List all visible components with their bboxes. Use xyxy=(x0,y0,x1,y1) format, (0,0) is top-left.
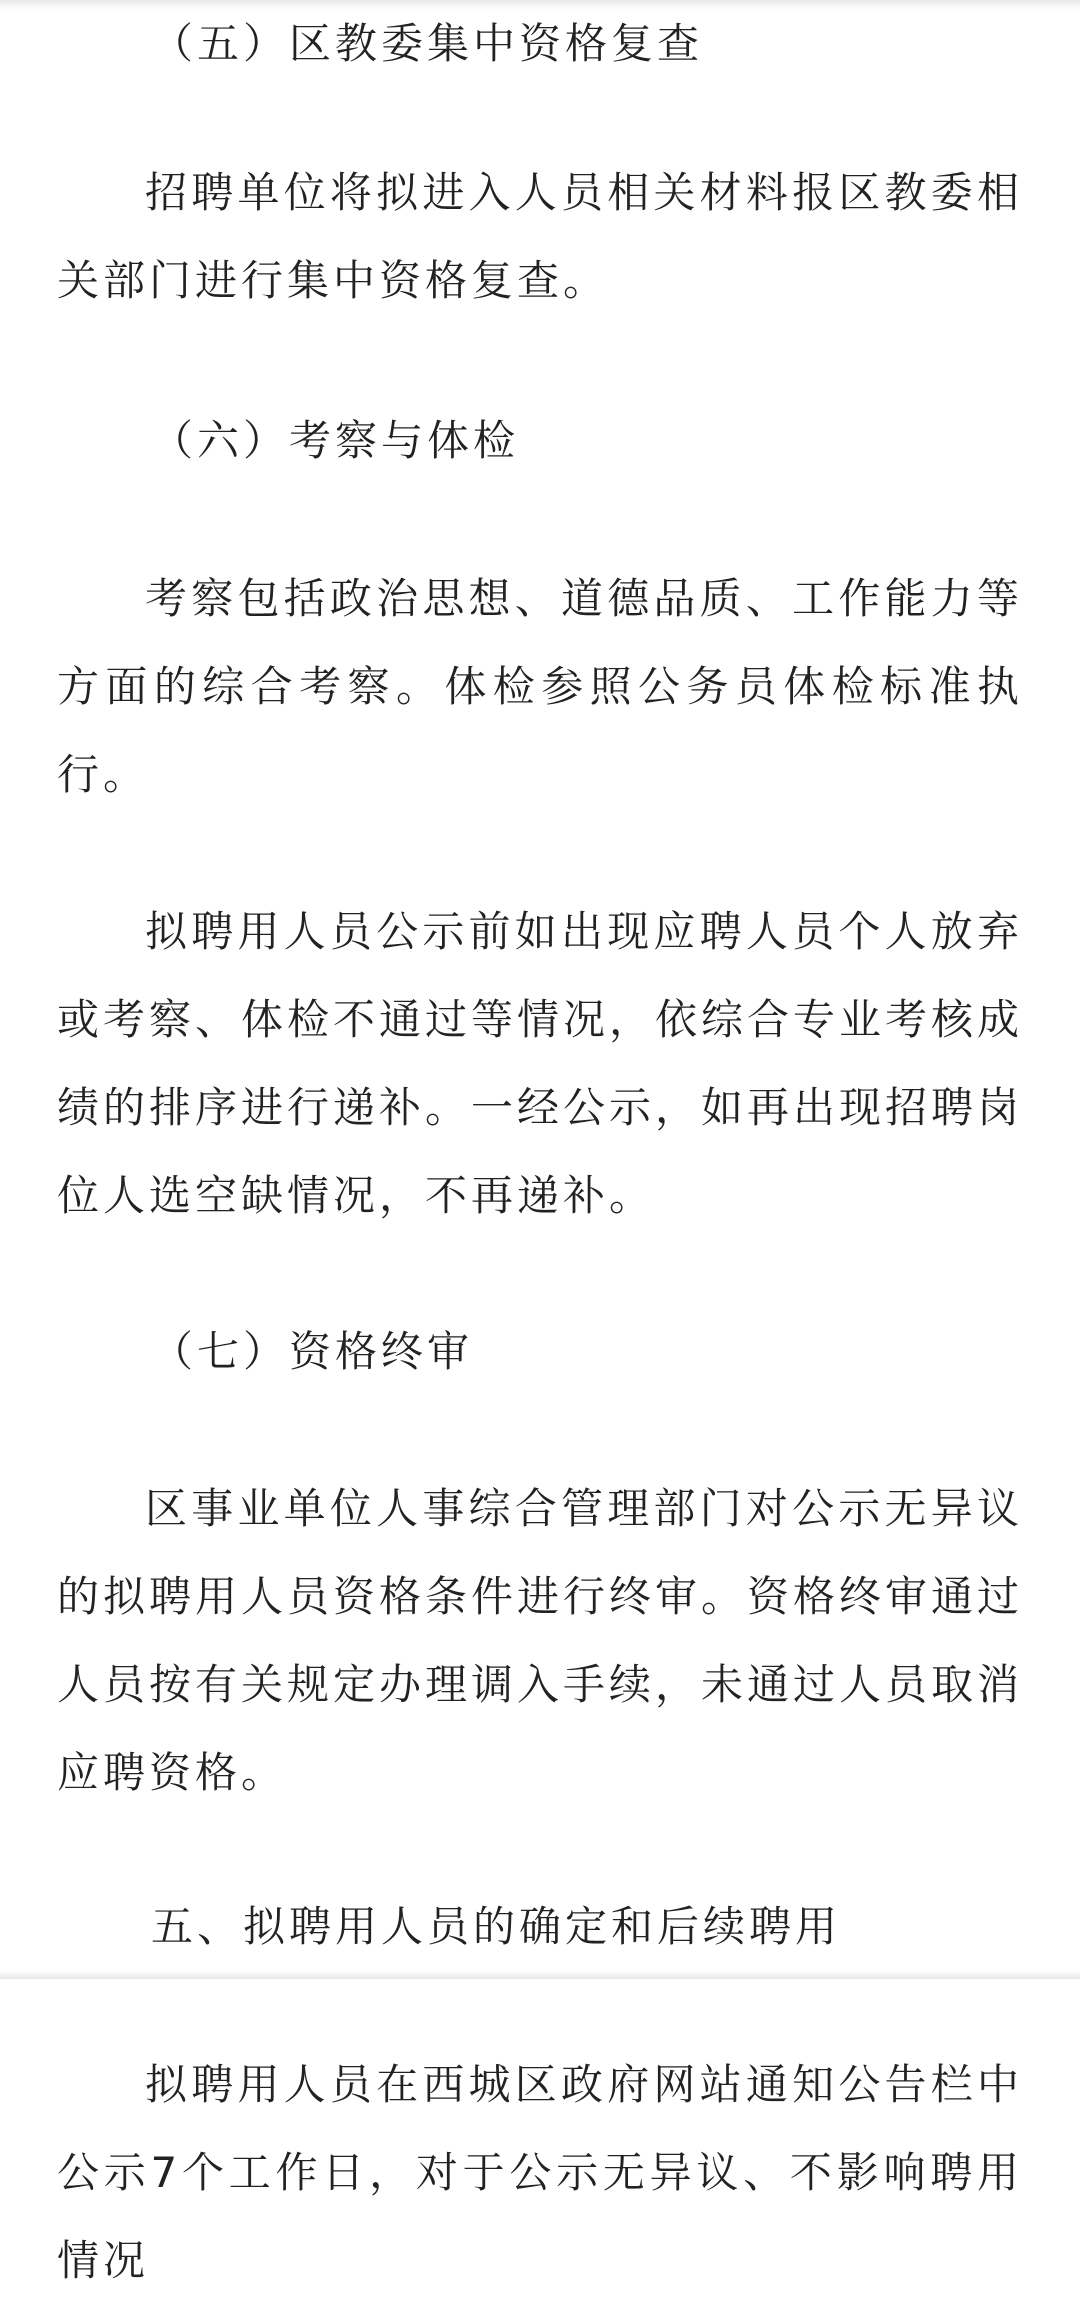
part-heading-5: 五、拟聘用人员的确定和后续聘用 xyxy=(151,1902,842,1951)
section-paragraph-7: 区事业单位人事综合管理部门对公示无异议的拟聘用人员资格条件进行终审。资格终审通过人员按有关规定办理调入手续，未通过人员取消应聘资格。 xyxy=(57,1484,1024,1797)
bottom-edge-shadow xyxy=(0,1971,1080,1979)
section-heading-6: （六）考察与体检 xyxy=(151,416,520,465)
part-paragraph-5: 拟聘用人员在西城区政府网站通知公告栏中公示7个工作日，对于公示无异议、不影响聘用情况 xyxy=(57,2060,1023,2285)
section-paragraph-5: 招聘单位将拟进入人员相关材料报区教委相关部门进行集中资格复查。 xyxy=(57,168,1023,305)
article-body xyxy=(57,0,1023,2305)
section-heading-7: （七）资格终审 xyxy=(151,1327,474,1376)
section-paragraph-6-2: 拟聘用人员公示前如出现应聘人员个人放弃或考察、体检不通过等情况，依综合专业考核成绩的排序进行递补。一经公示，如再出现招聘岗位人选空缺情况，不再递补。 xyxy=(57,907,1024,1220)
section-heading-5: （五）区教委集中资格复查 xyxy=(151,19,704,68)
section-paragraph-6-1: 考察包括政治思想、道德品质、工作能力等方面的综合考察。体检参照公务员体检标准执行。 xyxy=(57,574,1023,799)
